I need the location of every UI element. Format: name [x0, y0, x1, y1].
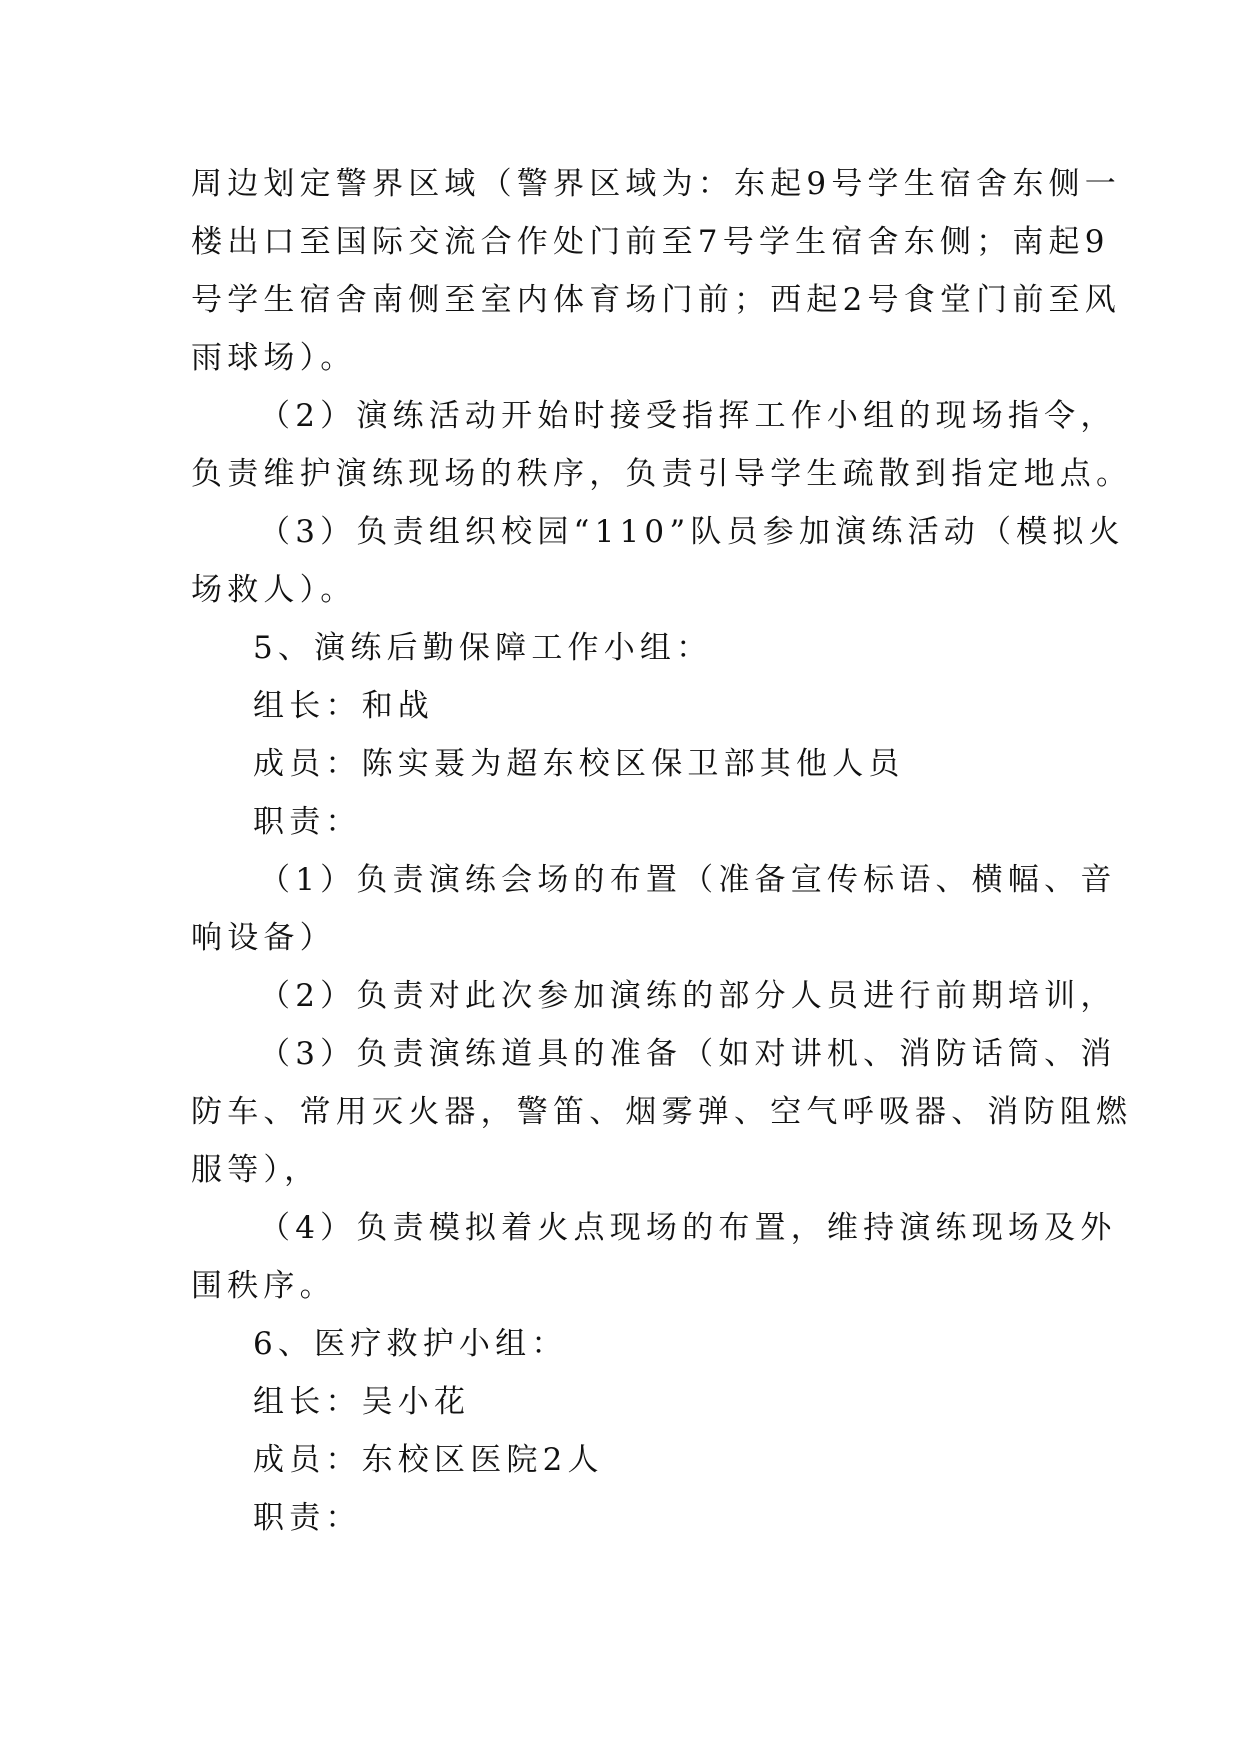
text-line: 场救人）。 [191, 572, 357, 608]
text-line: 负责维护演练现场的秩序，负责引导学生疏散到指定地点。 [191, 456, 1133, 492]
section-heading: 5、演练后勤保障工作小组： [253, 630, 713, 666]
text-line: 楼出口至国际交流合作处门前至7号学生宿舍东侧；南起9 [191, 224, 1110, 260]
text-line: （3）负责演练道具的准备（如对讲机、消防话筒、消 [259, 1036, 1117, 1072]
text-line: 服等）， [191, 1152, 321, 1188]
text-line: 成员：陈实聂为超东校区保卫部其他人员 [253, 746, 905, 782]
text-line: （2）负责对此次参加演练的部分人员进行前期培训， [259, 978, 1117, 1014]
text-line: 防车、常用灭火器，警笛、烟雾弹、空气呼吸器、消防阻燃 [191, 1094, 1133, 1130]
text-line: （1）负责演练会场的布置（准备宣传标语、横幅、音 [259, 862, 1117, 898]
section-heading: 6、医疗救护小组： [253, 1326, 568, 1362]
text-line: 号学生宿舍南侧至室内体育场门前；西起2号食堂门前至风 [191, 282, 1121, 318]
text-line: （2）演练活动开始时接受指挥工作小组的现场指令， [259, 398, 1117, 434]
text-line: 围秩序。 [191, 1268, 336, 1304]
text-line: 响设备） [191, 920, 336, 956]
text-line: 组长：吴小花 [253, 1384, 471, 1420]
text-line: 周边划定警界区域（警界区域为：东起9号学生宿舍东侧一 [191, 166, 1121, 202]
text-line: 组长：和战 [253, 688, 434, 724]
text-line: 职责： [253, 804, 362, 840]
text-line: （4）负责模拟着火点现场的布置，维持演练现场及外 [259, 1210, 1117, 1246]
text-line: 雨球场）。 [191, 340, 357, 376]
text-line: 成员：东校区医院2人 [253, 1442, 604, 1478]
text-line: 职责： [253, 1500, 362, 1536]
text-line: （3）负责组织校园“110”队员参加演练活动（模拟火 [259, 514, 1125, 550]
